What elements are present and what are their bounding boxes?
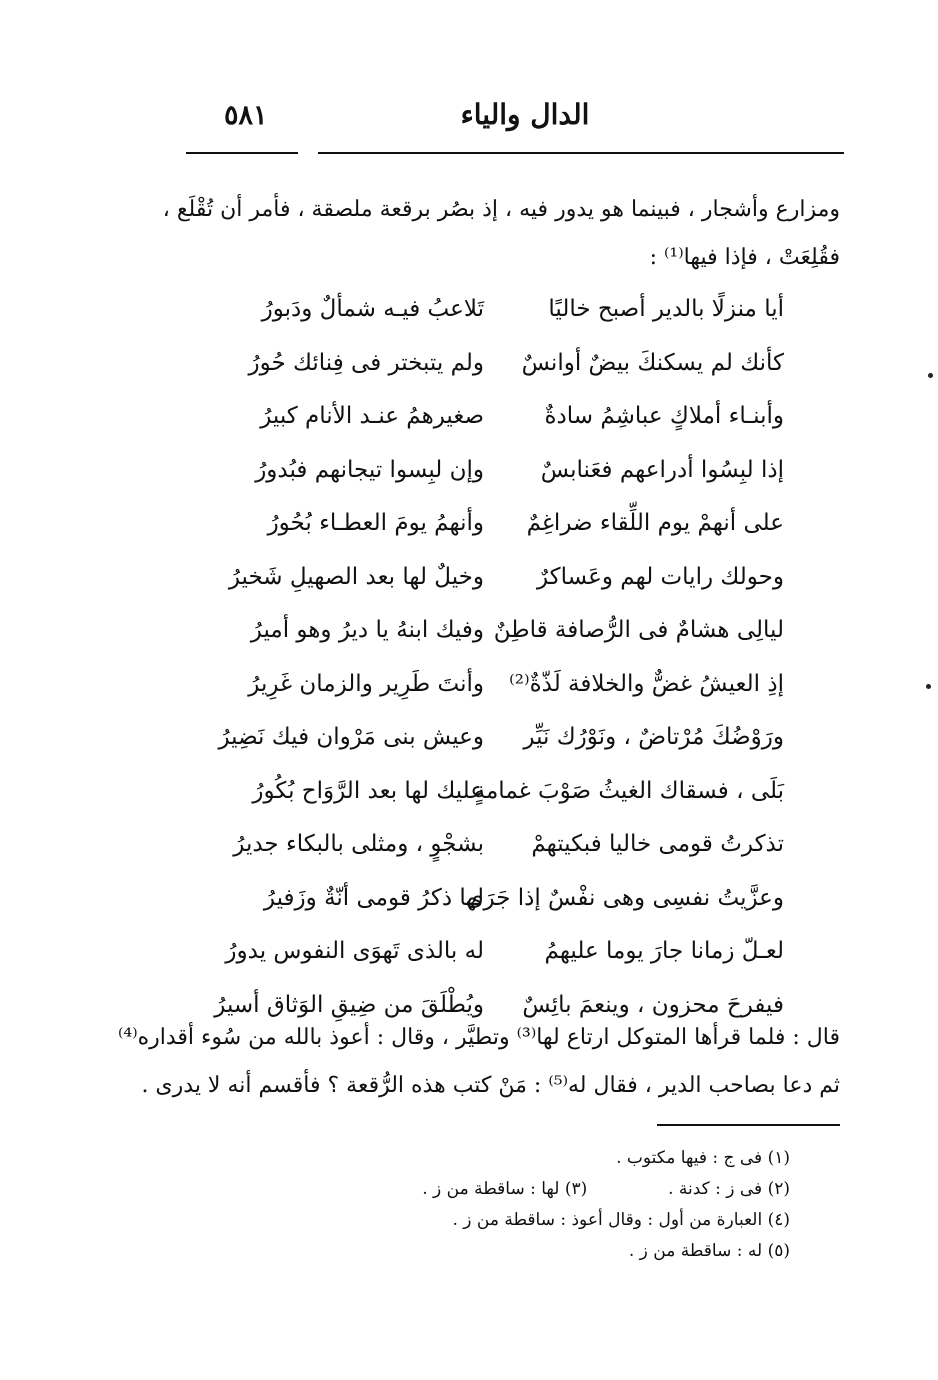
prose-line: ثم دعا بصاحب الدير ، فقال له⁽⁵⁾ : مَنْ كتب هذه الرُّقعة ؟ فأقسم أنه لا يدرى . — [141, 1073, 840, 1098]
second-hemistich: لها ذكرُ قومى أنّةٌ وزَفيرُ — [263, 884, 484, 911]
second-hemistich: وأنهمُ يومَ العطـاء بُحُورُ — [267, 510, 484, 536]
verse — [200, 932, 800, 986]
footnote-2: (٢) فى ز : كدنة . — [668, 1179, 790, 1199]
running-head: الدال والياء — [460, 98, 590, 131]
header-rule-right — [318, 152, 844, 154]
first-hemistich: إذا لبِسُوا أدراعهم فعَنابسٌ — [540, 456, 784, 483]
margin-speck — [928, 373, 933, 378]
prose-line: ومزارع وأشجار ، فبينما هو يدور فيه ، إذ بصُر برقعة ملصقة ، فأمر أن تُقْلَع ، — [162, 197, 840, 222]
first-hemistich: وحولك رايات لهم وعَساكرٌ — [536, 563, 784, 590]
footnote-line — [300, 1205, 790, 1236]
footnote-5: (٥) له : ساقطة من ز . — [628, 1241, 790, 1261]
footnote-line — [300, 1143, 790, 1174]
verse — [200, 611, 800, 665]
first-hemistich: تذكرتُ قومى خاليا فبكيتهمْ — [531, 831, 784, 857]
verse — [200, 558, 800, 612]
prose-line: فقُلِعَتْ ، فإذا فيها⁽¹⁾ : — [649, 245, 840, 270]
header-rule-left — [186, 152, 298, 154]
second-hemistich: وفيك ابنهُ يا ديرُ وهو أميرُ — [250, 617, 484, 643]
footnote-line — [300, 1174, 790, 1205]
first-hemistich: وأبنـاء أملاكٍ عباشِمُ سادةٌ — [544, 403, 784, 429]
verse — [200, 772, 800, 826]
footnote-3: (٣) لها : ساقطة من ز . — [422, 1179, 588, 1199]
second-hemistich: وأنتَ طَرِير والزمان غَرِيرُ — [248, 670, 484, 697]
verse — [200, 879, 800, 933]
second-hemistich: وإن لبِسوا تيجانهم فبُدورُ — [255, 456, 484, 483]
poem — [200, 290, 800, 1039]
verse — [200, 825, 800, 879]
first-hemistich: وعزَّيتُ نفسِى وهى نفْسٌ إذا جَرَى — [465, 884, 784, 911]
second-hemistich: ولم يتبختر فى فِنائك حُورُ — [248, 349, 484, 376]
page-number: ٥٨١ — [224, 100, 268, 131]
verse — [200, 504, 800, 558]
first-hemistich: ليالِى هشامٌ فى الرُّصافة قاطِنٌ — [493, 617, 784, 643]
second-hemistich: ويُطْلَقَ من ضِيقِ الوَثاق أسيرُ — [214, 991, 484, 1018]
second-hemistich: صغيرهمُ عنـد الأنام كبيرُ — [260, 403, 484, 429]
second-hemistich: بشجْوٍ ، ومثلى بالبكاء جديرُ — [233, 831, 484, 857]
second-hemistich: له بالذى تَهوَى النفوس يدورُ — [225, 938, 484, 964]
second-hemistich: وعيش بنى مَرْوان فيك نَضِيرُ — [218, 724, 484, 750]
second-hemistich: تَلاعبُ فيـه شمألٌ ودَبورُ — [261, 296, 484, 322]
first-hemistich: إذِ العيشُ غضٌّ والخلافة لَذّةٌ⁽²⁾ — [509, 670, 784, 697]
first-hemistich: فيفرحَ محزون ، وينعمَ بائِسٌ — [522, 991, 784, 1018]
verse — [200, 718, 800, 772]
first-hemistich: لعـلّ زمانا جارَ يوما عليهمُ — [544, 938, 784, 964]
margin-speck — [926, 684, 931, 689]
prose-line: قال : فلما قرأها المتوكل ارتاع لها⁽³⁾ وتطيَّر ، وقال : أعوذ بالله من سُوء أقداره⁽⁴⁾ — [117, 1025, 840, 1050]
verse — [200, 290, 800, 344]
second-hemistich: عليك لها بعد الرَّوَاح بُكُورُ — [252, 777, 484, 804]
footnote-4: (٤) العبارة من أول : وقال أعوذ : ساقطة من ز . — [452, 1210, 790, 1230]
first-hemistich: بَلَى ، فسقاك الغيثُ صَوْبَ غمامةٍ — [473, 777, 784, 804]
first-hemistich: أيا منزلًا بالدير أصبح خاليًا — [548, 296, 784, 322]
prose-conclusion — [117, 1014, 840, 1110]
verse — [200, 344, 800, 398]
first-hemistich: ورَوْضُكَ مُرْتاضٌ ، ونَوْرُك نَيِّر — [523, 724, 784, 750]
footnote-rule — [657, 1124, 840, 1126]
second-hemistich: وخيلٌ لها بعد الصهيلِ شَخيرُ — [228, 563, 484, 590]
first-hemistich: على أنهمْ يوم اللِّقاء ضراغِمٌ — [526, 510, 784, 536]
verse — [200, 397, 800, 451]
prose-intro — [162, 186, 840, 282]
verse — [200, 451, 800, 505]
footnote-1: (١) فى ج : فيها مكتوب . — [616, 1148, 790, 1168]
first-hemistich: كأنك لم يسكنكَ بيضٌ أوانسٌ — [521, 349, 784, 376]
verse — [200, 665, 800, 719]
footnotes — [300, 1143, 790, 1267]
footnote-line — [300, 1236, 790, 1267]
